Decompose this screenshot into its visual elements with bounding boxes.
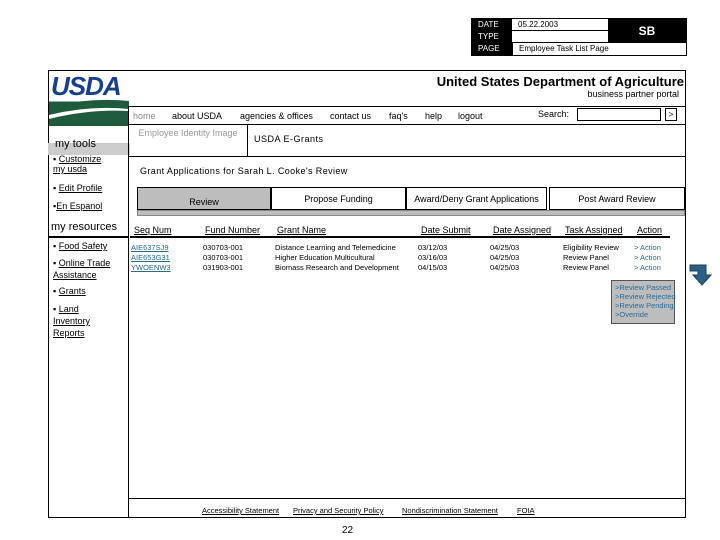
grant-name: Distance Learning and Telemedicine bbox=[275, 243, 396, 252]
date-submit: 03/16/03 bbox=[418, 253, 448, 262]
usda-logo[interactable]: USDA bbox=[49, 71, 129, 126]
nav-agencies[interactable]: agencies & offices bbox=[240, 111, 313, 121]
page-value: Employee Task List Page bbox=[512, 43, 686, 55]
divider bbox=[128, 498, 686, 499]
header-rule bbox=[130, 236, 670, 238]
search-go-button[interactable]: > bbox=[665, 108, 677, 121]
task-assigned: Review Panel bbox=[563, 253, 609, 262]
seq-link[interactable]: AIE637SJ9 bbox=[131, 243, 169, 252]
nav-logout[interactable]: logout bbox=[458, 111, 483, 121]
site-title: United States Department of Agriculture bbox=[436, 74, 684, 89]
action-link[interactable]: > Action bbox=[634, 243, 661, 252]
date-submit: 04/15/03 bbox=[418, 263, 448, 272]
page-label: PAGE bbox=[472, 43, 512, 55]
menu-review-passed[interactable]: >Review Passed bbox=[615, 283, 672, 292]
col-date-submit: Date Submit bbox=[421, 225, 471, 235]
nav-help[interactable]: help bbox=[425, 111, 443, 121]
col-grant-name: Grant Name bbox=[277, 225, 327, 235]
menu-review-pending[interactable]: >Review Pending bbox=[615, 301, 674, 310]
callout-arrow-icon bbox=[688, 263, 716, 287]
link-land-inventory[interactable]: Land Inventory Reports bbox=[53, 304, 91, 338]
date-assigned: 04/25/03 bbox=[490, 263, 520, 272]
search-label: Search: bbox=[538, 109, 570, 119]
type-value bbox=[512, 31, 608, 43]
nav-contact[interactable]: contact us bbox=[330, 111, 372, 121]
doc-header-table bbox=[471, 18, 687, 56]
logo-swoosh-icon bbox=[49, 97, 129, 126]
action-link[interactable]: > Action bbox=[634, 253, 661, 262]
date-assigned: 04/25/03 bbox=[490, 243, 520, 252]
sb-badge: SB bbox=[608, 19, 686, 43]
employee-identity-image: Employee Identity Image bbox=[129, 124, 248, 156]
link-customize[interactable]: Customize my usda bbox=[53, 154, 102, 174]
tab-propose-funding[interactable]: Propose Funding bbox=[271, 187, 406, 210]
divider bbox=[129, 156, 686, 157]
col-task-assigned: Task Assigned bbox=[565, 225, 623, 235]
task-assigned: Review Panel bbox=[563, 263, 609, 272]
my-resources-heading: my resources bbox=[51, 221, 118, 233]
menu-review-rejected[interactable]: >Review Rejected bbox=[615, 292, 676, 301]
page-number: 22 bbox=[342, 525, 354, 536]
task-assigned: Eligibility Review bbox=[563, 243, 619, 252]
nav-about[interactable]: about USDA bbox=[172, 111, 223, 121]
col-action: Action bbox=[637, 225, 663, 235]
link-en-espanol[interactable]: En Espanol bbox=[56, 201, 103, 211]
menu-label: Review Rejected bbox=[619, 292, 676, 301]
tab-review[interactable]: Review bbox=[137, 187, 271, 210]
my-tools-heading: my tools bbox=[55, 138, 96, 150]
nav-home[interactable]: home bbox=[133, 111, 156, 121]
menu-label: Review Pending bbox=[619, 301, 674, 310]
date-submit: 03/12/03 bbox=[418, 243, 448, 252]
footer-foia[interactable]: FOIA bbox=[517, 506, 535, 515]
app-name: USDA E-Grants bbox=[254, 134, 324, 144]
link-food-safety[interactable]: Food Safety bbox=[58, 241, 108, 251]
fund-number: 031903-001 bbox=[203, 263, 244, 272]
type-label: TYPE bbox=[472, 31, 512, 43]
col-date-assigned: Date Assigned bbox=[493, 225, 552, 235]
sidebar-divider bbox=[128, 106, 129, 518]
main-heading: Grant Applications for Sarah L. Cooke's Review bbox=[140, 166, 348, 176]
fund-number: 030703-001 bbox=[203, 253, 244, 262]
grant-name: Biomass Research and Development bbox=[275, 263, 399, 272]
link-online-trade[interactable]: Online Trade Assistance bbox=[53, 258, 111, 280]
menu-label: Review Passed bbox=[619, 283, 672, 292]
date-value: 05.22.2003 bbox=[512, 19, 608, 31]
date-assigned: 04/25/03 bbox=[490, 253, 520, 262]
divider bbox=[129, 106, 686, 107]
grant-name: Higher Education Multicultural bbox=[275, 253, 375, 262]
menu-override[interactable]: >Override bbox=[615, 310, 649, 319]
col-seq-num: Seq Num bbox=[134, 225, 172, 235]
col-fund-number: Fund Number bbox=[205, 225, 261, 235]
link-edit-profile[interactable]: Edit Profile bbox=[58, 183, 103, 193]
seq-link[interactable]: AIE653G31 bbox=[131, 253, 170, 262]
footer-privacy[interactable]: Privacy and Security Policy bbox=[293, 506, 384, 515]
date-label: DATE bbox=[472, 19, 512, 31]
link-grants[interactable]: Grants bbox=[58, 286, 86, 296]
site-subtitle: business partner portal bbox=[587, 89, 679, 99]
tab-award-deny[interactable]: Award/Deny Grant Applications bbox=[406, 187, 547, 210]
divider bbox=[48, 236, 129, 238]
tab-underbar bbox=[137, 210, 685, 216]
fund-number: 030703-001 bbox=[203, 243, 244, 252]
action-menu bbox=[611, 280, 675, 324]
footer-accessibility[interactable]: Accessibility Statement bbox=[202, 506, 280, 515]
action-link[interactable]: > Action bbox=[634, 263, 661, 272]
search-input[interactable] bbox=[577, 108, 661, 121]
nav-faqs[interactable]: faq's bbox=[389, 111, 408, 121]
tab-post-award[interactable]: Post Award Review bbox=[549, 187, 685, 210]
seq-link[interactable]: YWOENW3 bbox=[131, 263, 171, 272]
footer-nondiscrimination[interactable]: Nondiscrimination Statement bbox=[402, 506, 498, 515]
menu-label: Override bbox=[619, 310, 649, 319]
